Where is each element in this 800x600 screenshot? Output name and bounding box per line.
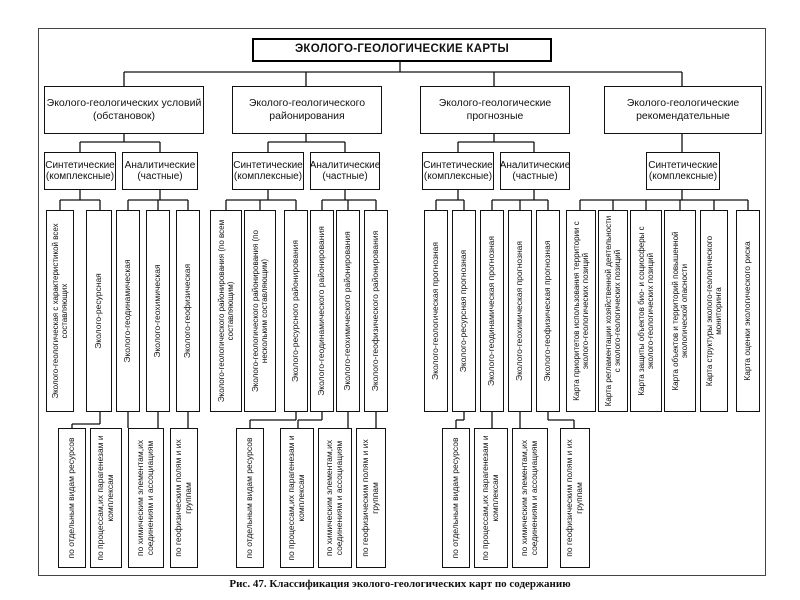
- detail-label: по геофизическим полям и их группам: [173, 439, 193, 557]
- map-label: Эколого-геологического районирования (по нескольким составляющим): [250, 230, 269, 392]
- map-box: [116, 210, 140, 412]
- detail-box: [280, 428, 314, 568]
- map-label: Эколого-геофизического районирования: [370, 230, 381, 392]
- map-label: Эколого-геохимическая: [152, 264, 163, 358]
- subtype-synthetic-conditions: [44, 152, 116, 190]
- detail-box: [356, 428, 386, 568]
- detail-label: по процессам,их парагенезам и комплексам: [95, 435, 115, 561]
- map-label: Эколого-ресурсного районирования: [290, 240, 301, 382]
- subtype-label: Синтетические (комплексные): [648, 159, 718, 182]
- map-label: Карта структуры эколого-геологического мониторинга: [704, 235, 723, 387]
- map-label: Эколого-геодинамическая: [122, 259, 133, 363]
- map-box: [284, 210, 308, 412]
- detail-box: [474, 428, 508, 568]
- category-forecast: [420, 86, 570, 134]
- subtype-label: Аналитические (частные): [499, 159, 571, 182]
- detail-box: [128, 428, 164, 568]
- map-label: Эколого-геодинамического районирования: [316, 226, 327, 396]
- map-box: [536, 210, 560, 412]
- detail-label: по геофизическим полям и их группам: [360, 439, 380, 557]
- diagram-title-text: ЭКОЛОГО-ГЕОЛОГИЧЕСКИЕ КАРТЫ: [294, 43, 510, 56]
- map-box: [630, 210, 662, 412]
- map-box: [364, 210, 388, 412]
- category-zoning-label: Эколого-геологического районирования: [248, 97, 366, 122]
- map-box: [146, 210, 170, 412]
- detail-label: по процессам,их парагенезам и комплексам: [480, 435, 500, 561]
- category-conditions: [44, 86, 204, 134]
- detail-box: [170, 428, 198, 568]
- detail-label: по химическим элементам,их соединениям и ассоциациям: [135, 439, 155, 557]
- diagram-title: [252, 38, 552, 62]
- map-box: [310, 210, 334, 412]
- subtype-analytic-conditions: [122, 152, 198, 190]
- subtype-synthetic-recommendation: [646, 152, 720, 190]
- detail-label: по геофизическим полям и их группам: [564, 439, 584, 557]
- map-label: Эколого-ресурсная прогнозная: [458, 249, 469, 373]
- detail-box: [58, 428, 86, 568]
- map-box: [46, 210, 74, 412]
- map-label: Карта регламентации хозяйственной деятельности с эколого-геологических позиций: [603, 215, 622, 407]
- map-label: Карта оценки экологического риска: [742, 241, 753, 381]
- detail-label: по химическим элементам,их соединениям и ассоциациям: [519, 439, 539, 557]
- map-label: Эколого-геологическая прогнозная: [430, 242, 441, 380]
- subtype-analytic-forecast: [500, 152, 570, 190]
- map-label: Эколого-геологическая с характеристикой всех составляющих: [50, 223, 69, 399]
- detail-label: по отдельным видам ресурсов: [244, 437, 255, 559]
- map-box: [480, 210, 504, 412]
- map-box: [598, 210, 628, 412]
- map-box: [424, 210, 448, 412]
- detail-box: [560, 428, 590, 568]
- map-box: [508, 210, 532, 412]
- map-box: [210, 210, 242, 412]
- detail-box: [90, 428, 122, 568]
- map-label: Эколого-ресурсная: [93, 273, 104, 349]
- map-box: [664, 210, 696, 412]
- detail-label: по отдельным видам ресурсов: [66, 437, 77, 559]
- category-recommendation: [604, 86, 762, 134]
- category-recommendation-label: Эколого-геологические рекомендательные: [626, 97, 740, 122]
- subtype-label: Синтетические (комплексные): [233, 159, 303, 182]
- subtype-synthetic-forecast: [422, 152, 494, 190]
- map-box: [244, 210, 276, 412]
- detail-box: [442, 428, 470, 568]
- subtype-label: Синтетические (комплексные): [423, 159, 493, 182]
- subtype-analytic-zoning: [310, 152, 380, 190]
- map-box: [86, 210, 112, 412]
- map-label: Эколого-геодинамическая прогнозная: [486, 235, 497, 387]
- map-label: Эколого-геологического районирования (по всем составляющим): [216, 219, 235, 403]
- subtype-label: Аналитические (частные): [309, 159, 381, 182]
- detail-box: [318, 428, 352, 568]
- detail-box: [512, 428, 548, 568]
- map-box: [566, 210, 596, 412]
- figure-caption: Рис. 47. Классификация эколого-геологических карт по содержанию: [229, 578, 571, 590]
- detail-label: по химическим элементам,их соединениям и ассоциациям: [324, 439, 344, 557]
- map-box: [736, 210, 760, 412]
- subtype-label: Аналитические (частные): [124, 159, 196, 182]
- subtype-label: Синтетические (комплексные): [45, 159, 115, 182]
- map-box: [452, 210, 476, 412]
- detail-label: по процессам,их парагенезам и комплексам: [286, 435, 306, 561]
- map-box: [176, 210, 200, 412]
- map-label: Эколого-геохимическая прогнозная: [514, 241, 525, 381]
- subtype-synthetic-zoning: [232, 152, 304, 190]
- category-zoning: [232, 86, 382, 134]
- detail-label: по отдельным видам ресурсов: [450, 437, 461, 559]
- map-box: [700, 210, 728, 412]
- map-label: Карта объектов и территорий повышенной экологической опасности: [670, 231, 689, 391]
- map-label: Карта защиты объектов био- и социосферы с эколого-геологических позиций: [636, 226, 655, 396]
- map-box: [336, 210, 360, 412]
- category-conditions-label: Эколого-геологических условий (обстановок): [46, 97, 202, 122]
- detail-box: [236, 428, 264, 568]
- category-forecast-label: Эколого-геологические прогнозные: [438, 97, 552, 122]
- map-label: Эколого-геофизическая прогнозная: [542, 240, 553, 382]
- map-label: Эколого-геохимического районирования: [342, 231, 353, 391]
- map-label: Карта приоритетов использования территории с эколого-геологических позиций: [571, 221, 590, 401]
- map-label: Эколого-геофизическая: [182, 263, 193, 359]
